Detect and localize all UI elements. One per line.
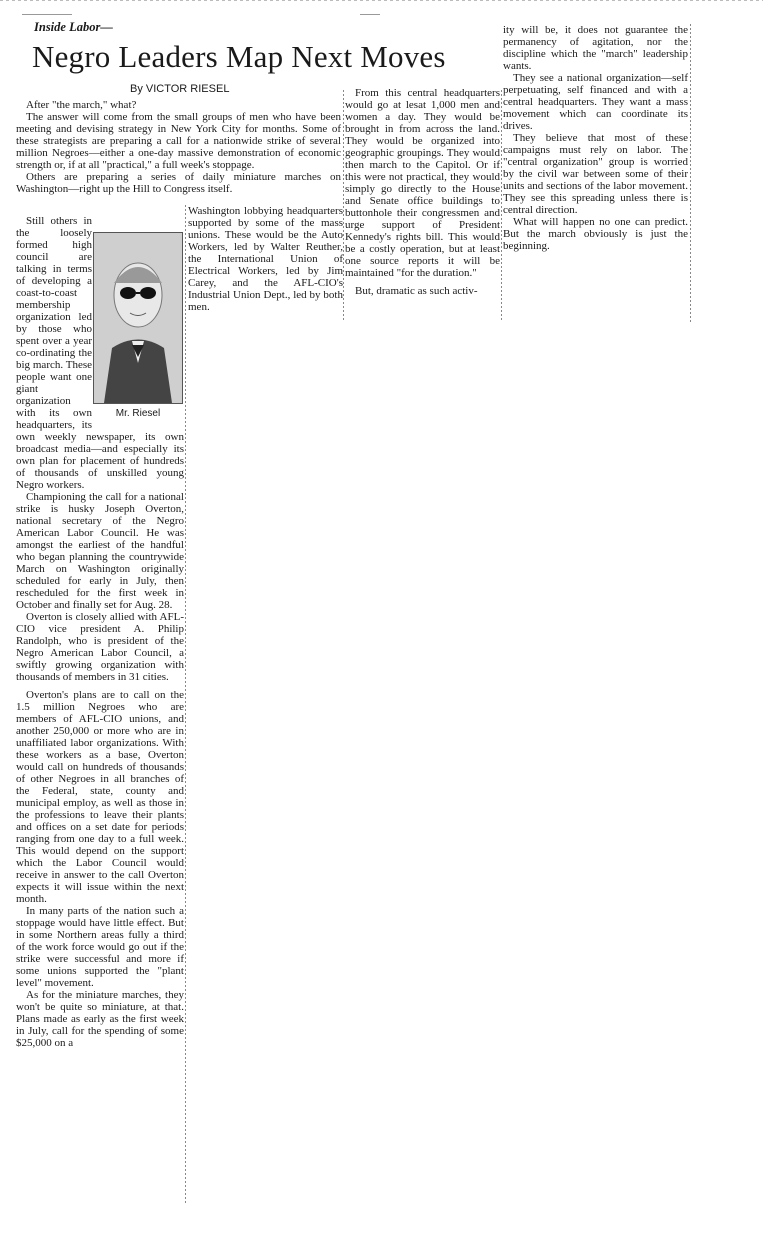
author-photo-image — [93, 232, 183, 404]
paragraph: Overton's plans are to call on the 1.5 million Negroes who are members of AFL-CIO unions, and another 250,000 or more who are in unaffiliated labor organizations. With these workers as a base, Overton would call on hundreds of thousands of other Negroes in all branches of the Federal, state, county and municipal employ, as well as those in the professions to leave their plants and offices on a set date for periods ranging from one day to a full week. This would depend on the support which the Labor Council would receive in answer to the call Overton expects it will issue within the next month. — [16, 689, 184, 905]
paragraph: ity will be, it does not guarantee the permanency of agitation, nor the discipline which the "march" leadership wants. — [503, 24, 688, 72]
paragraph: Others are preparing a series of daily miniature marches on Washington—right up the Hill to Congress itself. — [16, 171, 341, 195]
paragraph: They see a national organization—self perpetuating, self financed and with a central headquarters. They want a mass movement which can coordinate its drives. — [503, 72, 688, 132]
paragraph: In many parts of the nation such a stoppage would have little effect. But in some Northern areas fully a third of the work force would go out if the strike were successful and more if some unions supported the "plant level" movement. — [16, 905, 184, 989]
column-2 — [188, 205, 343, 313]
column-3 — [345, 87, 500, 297]
byline: By VICTOR RIESEL — [130, 83, 230, 95]
column-rule — [185, 205, 186, 1205]
paragraph: Still others in the loosely formed high council are talking in terms of developing a coast-to-coast membership organization led by those who spent over a year co-ordinating the big march. These people want one giant organization with its own headquarters, its own weekly newspaper, its own broadcast media—and especially its own plan for placement of hundreds of thousands of unskilled young Negro workers. — [16, 215, 184, 491]
headline: Negro Leaders Map Next Moves — [32, 39, 446, 74]
column-rule — [501, 90, 502, 320]
photo-caption: Mr. Riesel — [115, 408, 161, 419]
column-4 — [503, 24, 688, 252]
author-photo — [93, 232, 183, 419]
paragraph: Championing the call for a national strike is husky Joseph Overton, national secretary of the Negro American Labor Council. He was amongst the earliest of the handful who began planning the countrywide March on Washington originally scheduled for early in July, then rescheduled for the first week in October and finally set for Aug. 28. — [16, 491, 184, 611]
paragraph: From this central headquarters would go at lesat 1,000 men and women a day. They would be brought in from across the land. They would be organized into geographic groupings. They would then march to the Capitol. Or if this were not practical, they would simply go directly to the House and Senate office buildings to buttonhole their congressmen and urge support of President Kennedy's rights bill. This would be a costly operation, but at least one source reports it will be maintained "for the duration." — [345, 87, 500, 279]
rule-mark — [360, 14, 380, 15]
rule-mark — [22, 14, 72, 15]
column-rule — [690, 24, 691, 324]
paragraph: They believe that most of these campaigns must rely on labor. The "central organization" group is worried by the civil war between some of their units and sections of the labor movement. They see this spreading unless there is central direction. — [503, 132, 688, 216]
kicker: Inside Labor— — [34, 20, 113, 34]
paragraph: Washington lobbying headquarters supported by some of the mass unions. These would be the Auto Workers, led by Walter Reuther, the International Union of Electrical Workers, led by Jim Carey, and the AFL-CIO's Industrial Union Dept., led by both men. — [188, 205, 343, 313]
lead-paragraphs — [16, 96, 341, 195]
paragraph: As for the miniature marches, they won't be quite so miniature, at that. Plans made as early as the first week in July, call for the spending of some $25,000 on a — [16, 989, 184, 1049]
paragraph: The answer will come from the small groups of men who have been meeting and devising strategy in New York City for months. Some of these strategists are preparing a call for a nationwide strike of several million Negroes—either a one-day massive demonstration of economic strength or, if at all "practical," a full week's stoppage. — [16, 111, 341, 171]
paragraph: After "the march," what? — [26, 99, 137, 111]
paragraph: What will happen no one can predict. But the march obviously is just the beginning. — [503, 216, 688, 252]
paragraph: Overton is closely allied with AFL-CIO vice president A. Philip Randolph, who is president of the Negro American Labor Council, a swiftly growing organization with thousands of members in 31 cities. — [16, 611, 184, 683]
paragraph: But, dramatic as such activ- — [355, 285, 478, 297]
top-dotted-border — [0, 0, 763, 1]
column-rule — [343, 90, 344, 320]
